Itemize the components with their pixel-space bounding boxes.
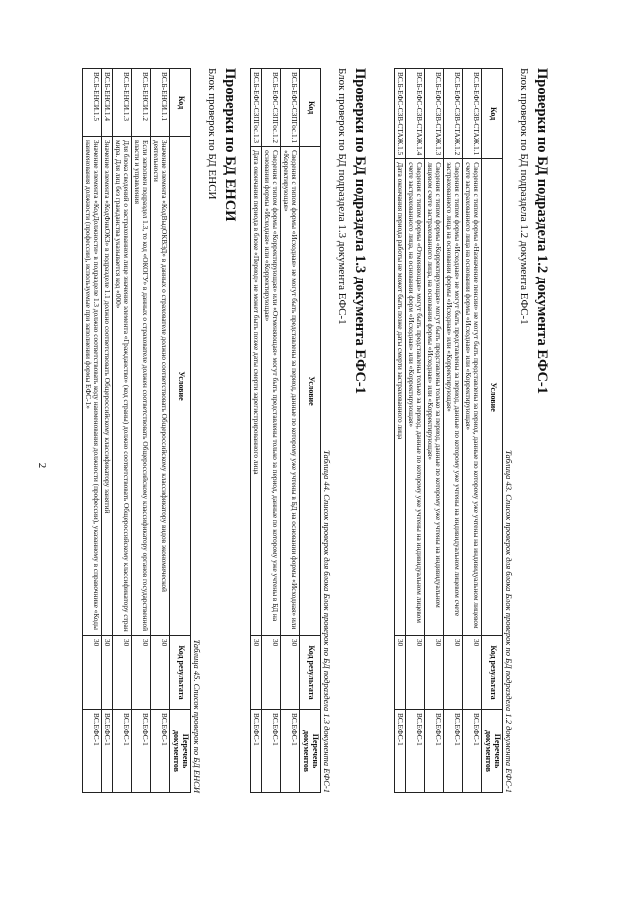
cell-condition: Дата окончания периода работы не может быть позже даты смерти застрахованного лица — [395, 159, 406, 636]
cell-result: 30 — [102, 636, 113, 710]
cell-code: ВС.Б-ЕФС-СЗВ-СТАЖ.1.3 — [425, 69, 444, 159]
cell-docs: ВС.ЕФС-1 — [406, 710, 425, 793]
table-row — [113, 69, 132, 793]
cell-docs: ВС.ЕФС-1 — [444, 710, 463, 793]
section-ensi — [82, 68, 238, 793]
cell-docs: ВС.ЕФС-1 — [262, 710, 281, 793]
cell-condition: Сведения с типом формы «Отменяющая» могут быть представлены только за период, данные по которому уже учтены на индивидуальном лицевом счете застрахованного лица, на основании форм «Исходная» или «Корректирующая» — [406, 159, 425, 636]
cell-docs: ВС.ЕФС-1 — [102, 710, 113, 793]
cell-code: ВС.Б-ЕФС-СЗПГос.1.3 — [251, 69, 262, 147]
cell-result: 30 — [444, 636, 463, 710]
checks-table — [250, 68, 321, 793]
page-number: 2 — [36, 462, 48, 469]
header-condition: Условие — [482, 159, 503, 636]
header-docs: Перечень документов — [300, 710, 321, 793]
table-caption: Таблица 43. Список проверок для блока Блок проверок по БД подраздела 1.2 документа ЕФС-1 — [504, 450, 514, 793]
cell-docs: ВС.ЕФС-1 — [113, 710, 132, 793]
section-title: Проверки по БД подраздела 1.3 документа ЕФС-1 — [352, 68, 368, 395]
cell-result: 30 — [262, 636, 281, 710]
table-header-row — [482, 69, 503, 793]
header-condition: Условие — [170, 137, 191, 636]
cell-docs: ВС.ЕФС-1 — [425, 710, 444, 793]
checks-table — [82, 68, 191, 793]
cell-condition: Сведения с типом формы «Корректирующая» могут быть представлены только за период, данные по которому уже учтены на индивидуальном лицевом счете застрахованного лица, на основании формы «Исходная» или «Корректирующая» — [425, 159, 444, 636]
section-1-2 — [394, 68, 550, 793]
cell-docs: ВС.ЕФС-1 — [132, 710, 151, 793]
cell-condition: Если заполнен подраздел 1.3, то код «ОКОГУ» в данных о страхователе должен соответствовать Общероссийскому классификатору органов государственной власти и управления — [132, 137, 151, 636]
cell-code: ВС.Б-ЕФС-СЗВ-СТАЖ.1.1 — [463, 69, 482, 159]
table-row — [463, 69, 482, 793]
cell-condition: Сведения с типом формы «Исходная» не могут быть представлены за период, данные по которому уже учтены на индивидуальном лицевом счете застрахованного лица на основании формы «Исходная» или «Корректирующая» — [444, 159, 463, 636]
header-code: Код — [482, 69, 503, 159]
header-code: Код — [170, 69, 191, 137]
table-row — [83, 69, 102, 793]
cell-code: ВС.Б-ЕФС-СЗПГос.1.2 — [262, 69, 281, 147]
table-row — [151, 69, 170, 793]
header-result: Код результата — [170, 636, 191, 710]
cell-condition: Значение элемента «КодВыдОКВЭД» в данных о страхователе должно соответствовать Общероссийскому классификатору видов экономической деятельности — [151, 137, 170, 636]
section-title: Проверки по БД подраздела 1.2 документа ЕФС-1 — [534, 68, 550, 395]
cell-condition: Сведения с типом формы «Назначение пенсии» не могут быть представлены за период, данные по которому уже учтены на индивидуальном лицевом счете застрахованного лица на основании формы «Исходная» или «Корректирующая» — [463, 159, 482, 636]
block-title: Блок проверок по БД подраздела 1.3 документа ЕФС-1 — [336, 68, 348, 325]
cell-result: 30 — [83, 636, 102, 710]
header-docs: Перечень документов — [170, 710, 191, 793]
cell-result: 30 — [425, 636, 444, 710]
header-result: Код результата — [300, 636, 321, 710]
checks-table — [394, 68, 503, 793]
cell-code: ВС.Б-ЕНСИ.1.1 — [151, 69, 170, 137]
cell-docs: ВС.ЕФС-1 — [83, 710, 102, 793]
cell-result: 30 — [463, 636, 482, 710]
table-row — [444, 69, 463, 793]
table-header-row — [300, 69, 321, 793]
header-code: Код — [300, 69, 321, 147]
cell-condition: Сведения с типом формы «Исходная» не могут быть представлены за период, данные по которому уже учтены в БД на основании формы «Исходная» или «Корректирующая» — [281, 147, 300, 636]
table-row — [281, 69, 300, 793]
block-title: Блок проверок по БД ЕНСИ — [206, 68, 218, 200]
section-1-3 — [250, 68, 368, 793]
cell-result: 30 — [395, 636, 406, 710]
cell-result: 30 — [251, 636, 262, 710]
cell-result: 30 — [113, 636, 132, 710]
table-row — [132, 69, 151, 793]
cell-code: ВС.Б-ЕНСИ.1.2 — [132, 69, 151, 137]
cell-result: 30 — [406, 636, 425, 710]
cell-condition: Для блока сведений о застрахованном лице значение элемента «Гражданство» (код страны) должно соответствовать Общероссийскому классификатору стран мира. Для лиц без гражданства указывается код «000» — [113, 137, 132, 636]
cell-code: ВС.Б-ЕФС-СЗВ-СТАЖ.1.2 — [444, 69, 463, 159]
cell-code: ВС.Б-ЕНСИ.1.4 — [102, 69, 113, 137]
table-row — [425, 69, 444, 793]
cell-docs: ВС.ЕФС-1 — [281, 710, 300, 793]
cell-code: ВС.Б-ЕФС-СЗВ-СТАЖ.1.5 — [395, 69, 406, 159]
cell-condition: Значение элемента «КодДолжности» в подразделе 1.3 должно соответствовать коду наименования должности (профессии), указанному в справочнике «Коды наименования должности (профессии), используемые при заполнении формы ЕФС-1» — [83, 137, 102, 636]
section-title: Проверки по БД ЕНСИ — [222, 68, 238, 222]
cell-result: 30 — [132, 636, 151, 710]
cell-docs: ВС.ЕФС-1 — [395, 710, 406, 793]
cell-condition: Сведения с типом формы «Корректирующая» или «Отменяющая» могут быть представлены только за период, данные по которому уже учтены в БД на основании формы «Исходная» или «Корректирующая» — [262, 147, 281, 636]
table-row — [102, 69, 113, 793]
table-row — [395, 69, 406, 793]
cell-result: 30 — [281, 636, 300, 710]
table-row — [251, 69, 262, 793]
table-caption: Таблица 45. Список проверок по БД ЕНСИ — [192, 639, 202, 793]
cell-code: ВС.Б-ЕФС-СЗВ-СТАЖ.1.4 — [406, 69, 425, 159]
table-caption: Таблица 44. Список проверок для блока Блок проверок по БД подраздела 1.3 документа ЕФС-1 — [322, 450, 332, 793]
cell-code: ВС.Б-ЕНСИ.1.5 — [83, 69, 102, 137]
cell-result: 30 — [151, 636, 170, 710]
cell-code: ВС.Б-ЕНСИ.1.3 — [113, 69, 132, 137]
table-row — [406, 69, 425, 793]
cell-condition: Значение элемента «КодФнкОКЗ» в подразделе 1.1 должно соответствовать Общероссийскому классификатору занятий — [102, 137, 113, 636]
header-condition: Условие — [300, 147, 321, 636]
cell-docs: ВС.ЕФС-1 — [151, 710, 170, 793]
cell-docs: ВС.ЕФС-1 — [463, 710, 482, 793]
header-docs: Перечень документов — [482, 710, 503, 793]
cell-code: ВС.Б-ЕФС-СЗПГос.1.1 — [281, 69, 300, 147]
block-title: Блок проверок по БД подраздела 1.2 документа ЕФС-1 — [518, 68, 530, 325]
table-row — [262, 69, 281, 793]
table-header-row — [170, 69, 191, 793]
cell-docs: ВС.ЕФС-1 — [251, 710, 262, 793]
header-result: Код результата — [482, 636, 503, 710]
cell-condition: Дата окончания периода в блоке «Период» не может быть позже даты смерти зарегистрированного лица — [251, 147, 262, 636]
